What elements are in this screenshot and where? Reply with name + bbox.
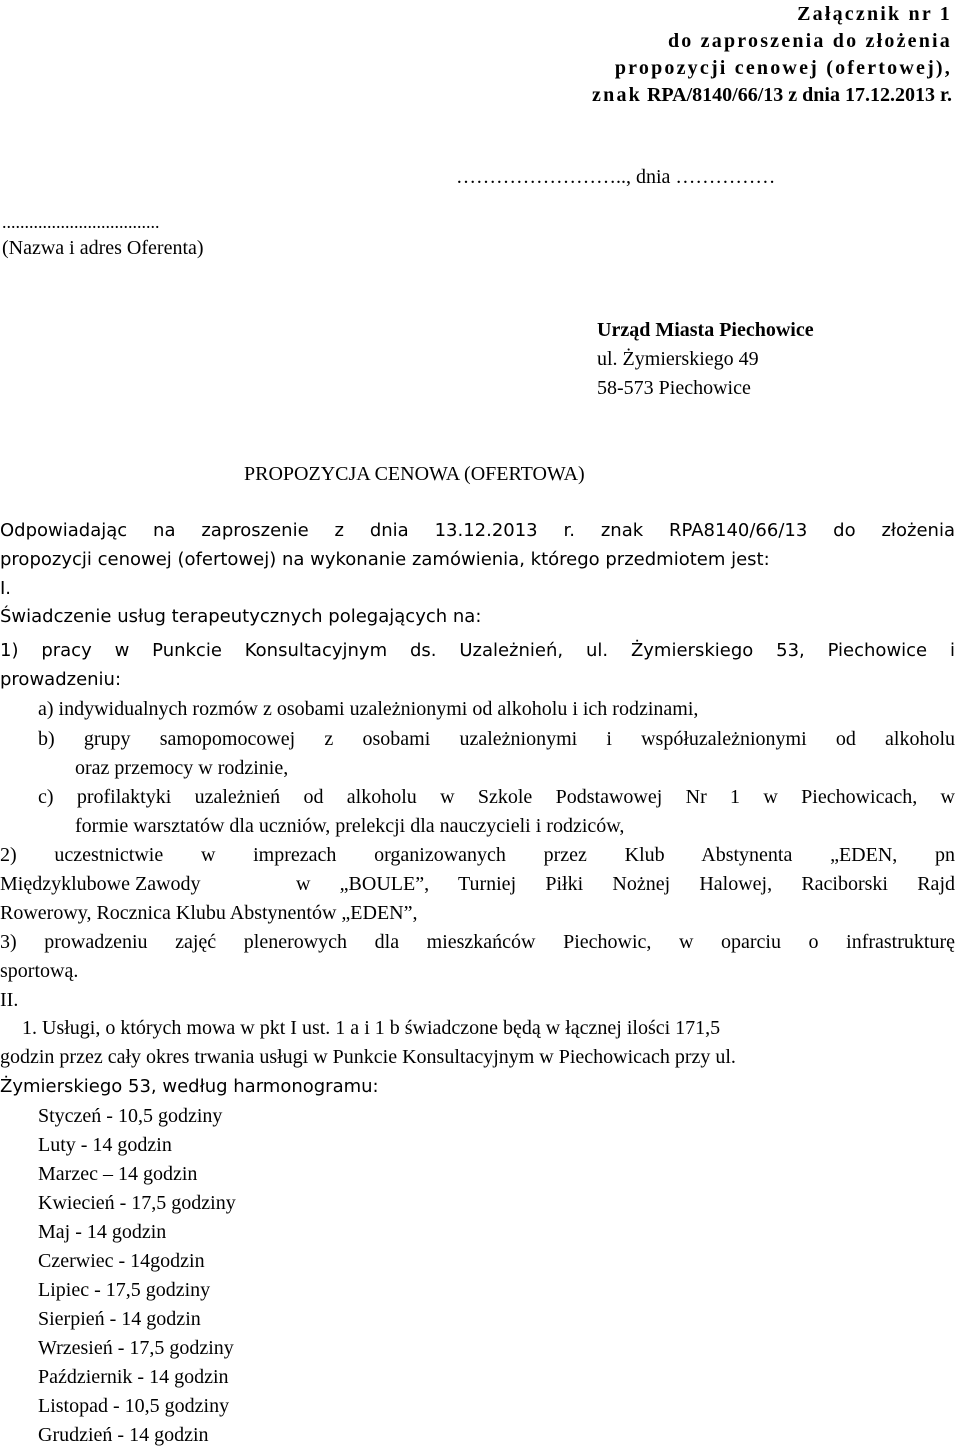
- attachment-subtitle-2: propozycji cenowej (ofertowej),: [614, 57, 952, 79]
- section-1-item-a: a) indywidualnych rozmów z osobami uzależnionymi od alkoholu i ich rodzinami,: [38, 698, 699, 720]
- section-1-item-c-line-1: c) profilaktyki uzależnień od alkoholu w Szkole Podstawowej Nr 1 w Piechowicach, w: [38, 786, 955, 808]
- intro-line-2: propozycji cenowej (ofertowej) na wykonanie zamówienia, którego przedmiotem jest:: [0, 549, 770, 570]
- section-2-line-2: godzin przez cały okres trwania usługi w Punkcie Konsultacyjnym w Piechowicach przy ul.: [0, 1046, 736, 1068]
- schedule-item-may: Maj - 14 godzin: [38, 1221, 167, 1243]
- recipient-name: Urząd Miasta Piechowice: [597, 319, 814, 341]
- reference-prefix: znak: [592, 84, 642, 106]
- attachment-subtitle-1: do zaproszenia do złożenia: [667, 30, 952, 52]
- section-1-point-1-line-2: prowadzeniu:: [0, 669, 122, 690]
- section-1-point-3-line-1: 3) prowadzeniu zajęć plenerowych dla mieszkańców Piechowic, w oparciu o infrastrukturę: [0, 931, 955, 953]
- section-1-point-1-line-1: 1) pracy w Punkcie Konsultacyjnym ds. Uzależnień, ul. Żymierskiego 53, Piechowice i: [0, 640, 955, 661]
- document-title: PROPOZYCJA CENOWA (OFERTOWA): [244, 463, 585, 485]
- section-1-heading: Świadczenie usług terapeutycznych polegających na:: [0, 606, 482, 627]
- intro-line-1: Odpowiadając na zaproszenie z dnia 13.12.2013 r. znak RPA8140/66/13 do złożenia: [0, 520, 955, 541]
- schedule-item-december: Grudzień - 14 godzin: [38, 1424, 209, 1446]
- recipient-city: 58-573 Piechowice: [597, 377, 751, 399]
- schedule-item-november: Listopad - 10,5 godziny: [38, 1395, 230, 1417]
- offeror-placeholder-dots: ...................................: [2, 212, 160, 232]
- attachment-title: Załącznik nr 1: [797, 3, 952, 25]
- offeror-label: (Nazwa i adres Oferenta): [2, 237, 204, 259]
- schedule-item-april: Kwiecień - 17,5 godziny: [38, 1192, 236, 1214]
- section-2-line-3: Żymierskiego 53, według harmonogramu:: [0, 1076, 379, 1097]
- section-2-numeral: II.: [0, 989, 19, 1011]
- section-1-point-2-line-2b: w „BOULE”, Turniej Piłki Nożnej Halowej, Raciborski Rajd: [296, 873, 955, 895]
- section-1-point-2-line-3: Rowerowy, Rocznica Klubu Abstynentów „EDEN”,: [0, 902, 418, 924]
- schedule-item-september: Wrzesień - 17,5 godziny: [38, 1337, 234, 1359]
- schedule-item-august: Sierpień - 14 godzin: [38, 1308, 201, 1330]
- schedule-item-february: Luty - 14 godzin: [38, 1134, 172, 1156]
- reference-number: RPA/8140/66/13 z dnia 17.12.2013 r.: [646, 84, 952, 106]
- section-1-point-2-line-2a: Międzyklubowe Zawody: [0, 873, 201, 895]
- section-1-item-c-line-2: formie warsztatów dla uczniów, prelekcji dla nauczycieli i rodziców,: [75, 815, 625, 837]
- schedule-item-july: Lipiec - 17,5 godziny: [38, 1279, 211, 1301]
- attachment-reference: [592, 83, 952, 107]
- section-1-point-2-line-1: 2) uczestnictwie w imprezach organizowanych przez Klub Abstynenta „EDEN, pn: [0, 844, 955, 866]
- schedule-item-october: Październik - 14 godzin: [38, 1366, 229, 1388]
- section-2-line-1: 1. Usługi, o których mowa w pkt I ust. 1 a i 1 b świadczone będą w łącznej ilości 171,5: [22, 1017, 721, 1039]
- schedule-item-january: Styczeń - 10,5 godziny: [38, 1105, 223, 1127]
- section-1-point-3-line-2: sportową.: [0, 960, 79, 982]
- section-1-numeral: I.: [0, 578, 12, 599]
- schedule-item-june: Czerwiec - 14godzin: [38, 1250, 205, 1272]
- date-line: …………………….., dnia ……………: [456, 166, 776, 188]
- recipient-street: ul. Żymierskiego 49: [597, 348, 759, 370]
- section-1-item-b-line-1: b) grupy samopomocowej z osobami uzależnionymi i współuzależnionymi od alkoholu: [38, 728, 955, 750]
- schedule-item-march: Marzec – 14 godzin: [38, 1163, 198, 1185]
- section-1-item-b-line-2: oraz przemocy w rodzinie,: [75, 757, 289, 779]
